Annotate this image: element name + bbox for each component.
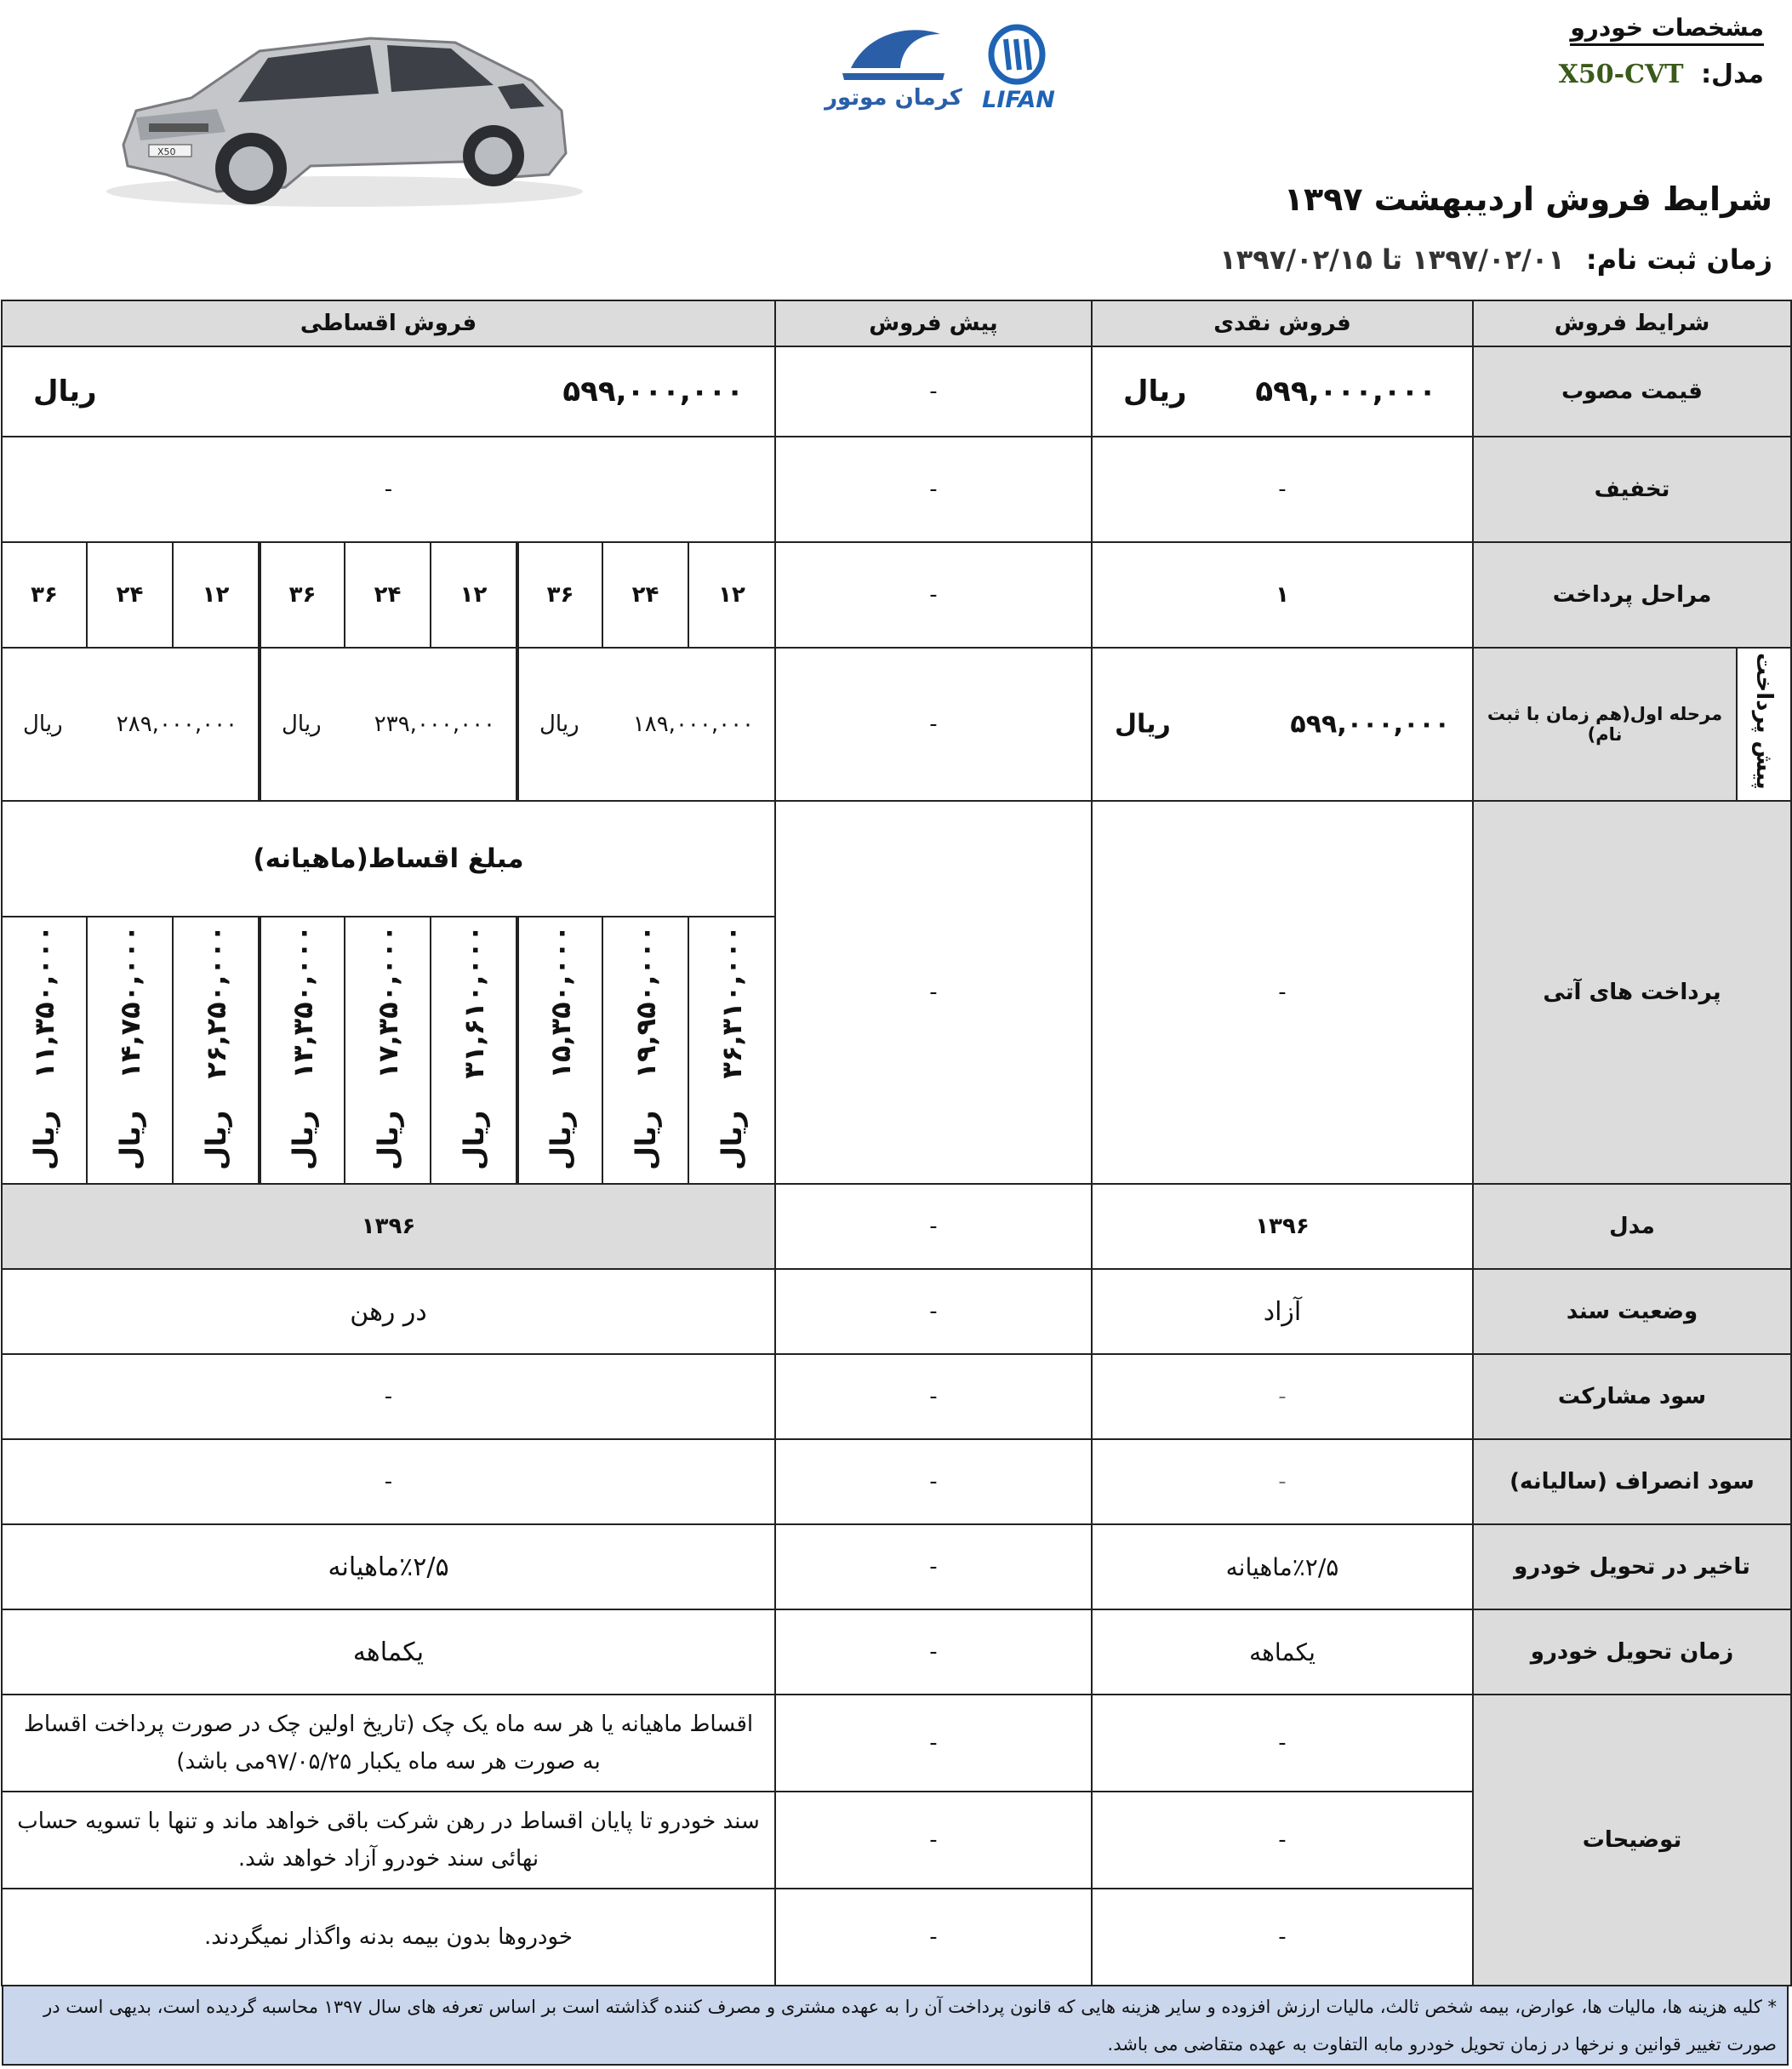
prepayment-group-12 bbox=[517, 648, 775, 801]
footer-disclaimer: * کلیه هزینه ها، مالیات ها، عوارض، بیمه شخص ثالث، مالیات ارزش افزوده و سایر هزینه هایی که قانون پرداخت آن را به عهده مشتری و مصرف کننده گذاشته است بر اساس تعرفه های سال ۱۳۹۷ محاسبه گردیده است، بدیهی است در صورت تغییر قوانین و نرخها در زمان تحویل خودرو مابه التفاوت به عهده متقاضی می باشد. bbox=[2, 1985, 1789, 2066]
cash-price-value: ۵۹۹,۰۰۰,۰۰۰ bbox=[1255, 374, 1436, 409]
row-approved-price bbox=[2, 346, 1791, 437]
presale-price: - bbox=[775, 346, 1092, 437]
installment-note: سند خودرو تا پایان اقساط در رهن شرکت باقی خواهد ماند و تنها با تسویه حساب نهائی سند خودرو آزاد خواهد شد. bbox=[2, 1792, 775, 1889]
stage-term-cell: ۱۲ bbox=[688, 542, 775, 648]
prepayment-group-36 bbox=[2, 648, 260, 801]
stage-term-cell: ۳۶ bbox=[517, 542, 602, 648]
col-cash: فروش نقدی bbox=[1092, 300, 1473, 346]
installment-delay: ٪۲/۵ماهیانه bbox=[2, 1524, 775, 1609]
label-notes: توضیحات bbox=[1473, 1695, 1791, 1986]
prepayment-value: ۲۸۹,۰۰۰,۰۰۰ bbox=[116, 712, 237, 737]
cash-prepayment-value: ۵۹۹,۰۰۰,۰۰۰ bbox=[1290, 709, 1450, 740]
label-delivery-delay: تاخیر در تحویل خودرو bbox=[1473, 1524, 1791, 1609]
monthly-unit: ریال bbox=[199, 1110, 232, 1170]
header-row bbox=[2, 300, 1791, 346]
monthly-amount-cell bbox=[517, 917, 602, 1184]
model-label: مدل: bbox=[1701, 60, 1764, 89]
installment-price-cell bbox=[2, 346, 775, 437]
cash-delay: ٪۲/۵ماهیانه bbox=[1092, 1524, 1473, 1609]
monthly-amount: ۳۱,۶۱۰,۰۰۰ bbox=[457, 924, 490, 1079]
cash-deed: آزاد bbox=[1092, 1269, 1473, 1354]
presale-partnership: - bbox=[775, 1354, 1092, 1439]
monthly-amount: ۱۱,۳۵۰,۰۰۰ bbox=[28, 924, 60, 1079]
cash-note: - bbox=[1092, 1792, 1473, 1889]
row-payment-stages bbox=[2, 542, 1791, 648]
row-deed-status bbox=[2, 1269, 1791, 1354]
cash-model: ۱۳۹۶ bbox=[1092, 1184, 1473, 1269]
monthly-amount: ۲۶,۲۵۰,۰۰۰ bbox=[199, 924, 232, 1079]
kerman-motor-logo bbox=[825, 15, 962, 113]
cash-prepayment-cell bbox=[1092, 648, 1473, 801]
kerman-logo-text: کرمان موتور bbox=[825, 85, 962, 111]
cash-note: - bbox=[1092, 1889, 1473, 1986]
prepayment-unit: ریال bbox=[539, 712, 579, 737]
col-conditions: شرایط فروش bbox=[1473, 300, 1791, 346]
presale-cancellation: - bbox=[775, 1439, 1092, 1524]
presale-note: - bbox=[775, 1889, 1092, 1986]
sale-title: شرایط فروش اردیبهشت ۱۳۹۷ bbox=[1283, 180, 1772, 218]
prepayment-value: ۲۳۹,۰۰۰,۰۰۰ bbox=[374, 712, 495, 737]
row-cancellation-profit bbox=[2, 1439, 1791, 1524]
cash-price-unit: ریال bbox=[1123, 374, 1187, 409]
label-delivery-time: زمان تحویل خودرو bbox=[1473, 1609, 1791, 1695]
label-discount: تخفیف bbox=[1473, 437, 1791, 542]
prepayment-unit: ریال bbox=[23, 712, 63, 737]
presale-stages: - bbox=[775, 542, 1092, 648]
lifan-logo-text: LIFAN bbox=[982, 87, 1055, 113]
stage-term-cell: ۲۴ bbox=[602, 542, 688, 648]
cash-prepayment-unit: ریال bbox=[1115, 709, 1171, 740]
row-delivery-delay bbox=[2, 1524, 1791, 1609]
installment-delivery: یکماهه bbox=[2, 1609, 775, 1695]
cash-future: - bbox=[1092, 801, 1473, 1184]
monthly-amount-cell bbox=[602, 917, 688, 1184]
model-line bbox=[1559, 60, 1764, 89]
monthly-unit: ریال bbox=[544, 1110, 577, 1170]
car-image bbox=[89, 17, 591, 213]
label-deed-status: وضعیت سند bbox=[1473, 1269, 1791, 1354]
row-prepayment bbox=[2, 648, 1791, 801]
installment-deed: در رهن bbox=[2, 1269, 775, 1354]
prepayment-group-text: پیش پرداخت bbox=[1751, 653, 1777, 790]
presale-discount: - bbox=[775, 437, 1092, 542]
monthly-unit: ریال bbox=[113, 1110, 146, 1170]
presale-note: - bbox=[775, 1695, 1092, 1792]
prepayment-group-24 bbox=[260, 648, 517, 801]
lifan-logo bbox=[970, 20, 1068, 114]
monthly-amount: ۱۹,۹۵۰,۰۰۰ bbox=[629, 924, 662, 1079]
monthly-amount: ۱۳,۳۵۰,۰۰۰ bbox=[286, 924, 319, 1079]
label-cancellation-profit: سود انصراف (سالیانه) bbox=[1473, 1439, 1791, 1524]
monthly-amount-cell bbox=[2, 917, 87, 1184]
stage-term-cell: ۱۲ bbox=[431, 542, 517, 648]
monthly-amount-cell bbox=[87, 917, 173, 1184]
installment-discount: - bbox=[2, 437, 775, 542]
monthly-amount: ۳۶,۳۱۰,۰۰۰ bbox=[716, 924, 748, 1079]
presale-deed: - bbox=[775, 1269, 1092, 1354]
cash-price-cell bbox=[1092, 346, 1473, 437]
presale-delivery: - bbox=[775, 1609, 1092, 1695]
col-installment: فروش اقساطی bbox=[2, 300, 775, 346]
label-approved-price: قیمت مصوب bbox=[1473, 346, 1791, 437]
label-future-payments: پرداخت های آتی bbox=[1473, 801, 1791, 1184]
stage-term-cell: ۳۶ bbox=[260, 542, 345, 648]
sales-conditions-table bbox=[1, 300, 1792, 1986]
stage-term-cell: ۲۴ bbox=[345, 542, 431, 648]
monthly-amount-cell bbox=[173, 917, 260, 1184]
monthly-amount: ۱۴,۷۵۰,۰۰۰ bbox=[113, 924, 146, 1079]
row-partnership-profit bbox=[2, 1354, 1791, 1439]
installment-cancellation: - bbox=[2, 1439, 775, 1524]
monthly-unit: ریال bbox=[629, 1110, 662, 1170]
cash-stages: ۱ bbox=[1092, 542, 1473, 648]
monthly-amount-cell bbox=[345, 917, 431, 1184]
prepayment-unit: ریال bbox=[282, 712, 322, 737]
monthly-unit: ریال bbox=[457, 1110, 490, 1170]
installment-price-unit: ریال bbox=[33, 374, 97, 409]
installment-partnership: - bbox=[2, 1354, 775, 1439]
cash-note: - bbox=[1092, 1695, 1473, 1792]
col-presale: پیش فروش bbox=[775, 300, 1092, 346]
monthly-installments-title: مبلغ اقساط(ماهیانه) bbox=[2, 801, 775, 917]
installment-note: خودروها بدون بیمه بدنه واگذار نمیگردند. bbox=[2, 1889, 775, 1986]
row-monthly-title bbox=[2, 801, 1791, 917]
label-payment-stages: مراحل پرداخت bbox=[1473, 542, 1791, 648]
label-prepayment-group bbox=[1737, 648, 1791, 801]
row-model bbox=[2, 1184, 1791, 1269]
installment-model: ۱۳۹۶ bbox=[2, 1184, 775, 1269]
registration-line bbox=[1219, 243, 1772, 276]
monthly-amount-cell bbox=[431, 917, 517, 1184]
cash-discount: - bbox=[1092, 437, 1473, 542]
presale-delay: - bbox=[775, 1524, 1092, 1609]
cash-cancellation: - bbox=[1092, 1439, 1473, 1524]
label-first-stage: مرحله اول(هم زمان با ثبت نام) bbox=[1473, 648, 1737, 801]
monthly-unit: ریال bbox=[716, 1110, 748, 1170]
stage-term-cell: ۱۲ bbox=[173, 542, 260, 648]
cash-partnership: - bbox=[1092, 1354, 1473, 1439]
monthly-amount-cell bbox=[688, 917, 775, 1184]
presale-model: - bbox=[775, 1184, 1092, 1269]
model-value: X50-CVT bbox=[1558, 60, 1684, 89]
registration-value: ۱۳۹۷/۰۲/۰۱ تا ۱۳۹۷/۰۲/۱۵ bbox=[1219, 243, 1565, 276]
monthly-amount: ۱۵,۳۵۰,۰۰۰ bbox=[544, 924, 577, 1079]
row-note-1 bbox=[2, 1695, 1791, 1792]
presale-future: - bbox=[775, 801, 1092, 1184]
spec-title: مشخصات خودرو bbox=[1570, 14, 1764, 46]
row-delivery-time bbox=[2, 1609, 1791, 1695]
prepayment-value: ۱۸۹,۰۰۰,۰۰۰ bbox=[632, 712, 754, 737]
monthly-unit: ریال bbox=[28, 1110, 60, 1170]
car-badge-text: X50 bbox=[157, 146, 176, 157]
monthly-amount-cell bbox=[260, 917, 345, 1184]
presale-note: - bbox=[775, 1792, 1092, 1889]
monthly-unit: ریال bbox=[286, 1110, 319, 1170]
row-discount bbox=[2, 437, 1791, 542]
installment-price-value: ۵۹۹,۰۰۰,۰۰۰ bbox=[562, 374, 744, 409]
cash-delivery: یکماهه bbox=[1092, 1609, 1473, 1695]
stage-term-cell: ۲۴ bbox=[87, 542, 173, 648]
label-partnership-profit: سود مشارکت bbox=[1473, 1354, 1791, 1439]
installment-note: اقساط ماهیانه یا هر سه ماه یک چک (تاریخ اولین چک در صورت پرداخت اقساط به صورت هر سه ماه یکبار ۹۷/۰۵/۲۵می باشد) bbox=[2, 1695, 775, 1792]
monthly-unit: ریال bbox=[371, 1110, 404, 1170]
monthly-amount: ۱۷,۳۵۰,۰۰۰ bbox=[371, 924, 404, 1079]
registration-label: زمان ثبت نام: bbox=[1585, 243, 1772, 276]
stage-term-cell: ۳۶ bbox=[2, 542, 87, 648]
label-model: مدل bbox=[1473, 1184, 1791, 1269]
page-header bbox=[0, 0, 1791, 298]
presale-prepayment: - bbox=[775, 648, 1092, 801]
